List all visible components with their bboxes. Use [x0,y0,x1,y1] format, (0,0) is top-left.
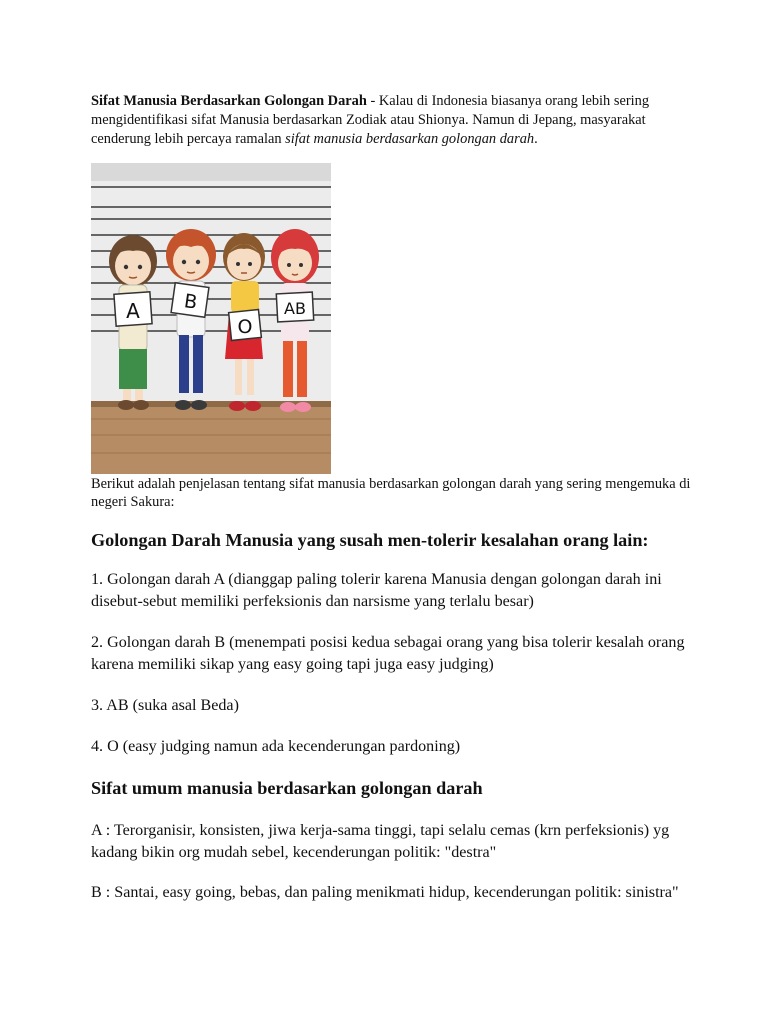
wall-top-band [91,163,331,181]
blood-type-illustration [91,163,331,474]
intro-text: Kalau di Indonesia biasanya orang lebih sering mengidentifikasi sifat Manusia berdasarkan Zodiak atau Shionya. Namun di Jepang, masyarakat cenderung lebih percaya ramalan [91,93,650,147]
intro-title: Sifat Manusia Berdasarkan Golongan Darah [91,93,367,109]
list-item: 1. Golongan darah A (dianggap paling tolerir karena Manusia dengan golongan darah ini disebut-sebut memiliki perfeksionis dan narsisme yang terlalu besar) [91,571,662,610]
sign-b: B [182,290,199,314]
sign-o: O [237,316,253,338]
sign-a: A [126,299,140,323]
intro-emphasis: sifat manusia berdasarkan golongan darah [285,131,535,147]
section-heading-tolerance: Golongan Darah Manusia yang susah men-tolerir kesalahan orang lain: [91,530,649,550]
image-caption: Berikut adalah penjelasan tentang sifat manusia berdasarkan golongan darah yang sering mengemuka di negeri Sakura: [91,476,691,510]
trait-paragraph-a: A : Terorganisir, konsisten, jiwa kerja-sama tinggi, tapi selalu cemas (krn perfeksionis) yg kadang bikin org mudah sebel, kecenderungan politik: "destra" [91,822,670,861]
illustration-svg [91,163,331,474]
section-heading-traits: Sifat umum manusia berdasarkan golongan darah [91,778,483,798]
list-item: 3. AB (suka asal Beda) [91,697,239,714]
intro-separator: - [366,93,379,109]
trait-paragraph-b: B : Santai, easy going, bebas, dan paling menikmati hidup, kecenderungan politik: sinistra" [91,884,679,901]
list-item: 4. O (easy judging namun ada kecenderungan pardoning) [91,738,461,755]
intro-paragraph [91,92,691,149]
sign-ab: AB [284,299,306,318]
floor [91,401,331,474]
list-item: 2. Golongan darah B (menempati posisi kedua sebagai orang yang bisa tolerir kesalah orang karena memiliki sikap yang easy going tapi juga easy judging) [91,634,685,673]
intro-end: . [534,131,538,147]
